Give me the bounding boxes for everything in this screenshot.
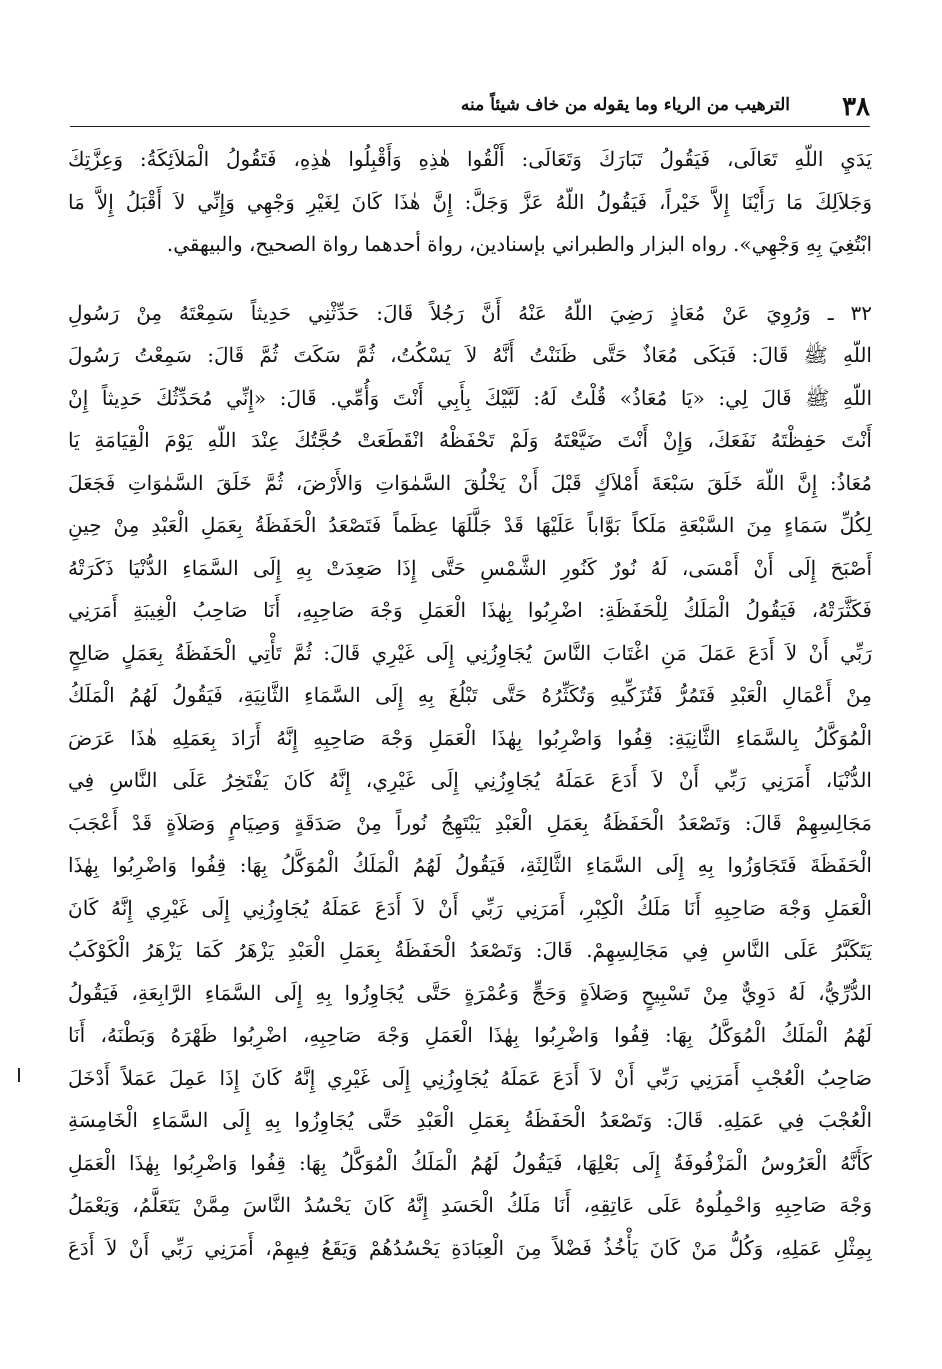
text-line: الدُّنْيَا، أَمَرَنِي رَبِّي أَنْ لاَ أَدَعَ عَمَلَهُ يُجَاوِزُنِي إِلَى غَيْرِي، إِنَّهُ كَانَ يَفْتَخِرُ عَلَى النَّاسِ فِي — [68, 768, 872, 792]
text-line: اللّهِ ﷺ قَالَ: فَبَكَى مُعَاذٌ حَتَّى ظَنَنْتُ أَنَّهُ لاَ يَسْكُتُ، ثُمَّ سَكَتَ ثُمَّ قَالَ: سَمِعْتُ رَسُولَ — [68, 343, 872, 367]
text-line: وَجَلاَلِكَ مَا رَأَيْنَا إِلاَّ خَيْراً، فَيَقُولُ اللّهُ عَزَّ وَجَلَّ: إِنَّ هٰذَا كَانَ لِغَيْرِ وَجْهِي وَإِنِّي لاَ أَقْبَلُ إِلاَّ مَا — [68, 189, 872, 214]
text-line: مِنْ أَعْمَالِ الْعَبْدِ فَتَمُرُّ فَتُزَكِّيهِ وَتُكَثِّرُهُ حَتَّى تَبْلُغَ بِهِ إِلَى السَّمَاءِ الثَّانِيَةِ، فَيَقُولُ لَهُمُ الْمَلَكُ — [68, 683, 872, 707]
text-line: رَبِّي أَنْ لاَ أَدَعَ عَمَلَ مَنِ اغْتَابَ النَّاسَ يُجَاوِزُنِي إِلَى غَيْرِي قَالَ: ثُمَّ تَأْتِي الْحَفَظَةُ بِعَمَلٍ صَالِحٍ — [68, 640, 872, 665]
paragraph-hadith-31-end — [68, 138, 872, 266]
page-number: ٣٨ — [842, 92, 870, 122]
text-line: فَكَثَّرَتْهُ، فَيَقُولُ الْمَلَكُ لِلْحَفَظَةِ: اضْرِبُوا بِهٰذَا الْعَمَلِ وَجْهَ صَاحِبِهِ، أَنَا صَاحِبُ الْغِيبَةِ أَمَرَنِي — [68, 598, 872, 622]
text-line: مُعَاذُ: إِنَّ اللّهَ خَلَقَ سَبْعَةَ أَمْلاَكٍ قَبْلَ أَنْ يَخْلُقَ السَّمٰوَاتِ وَالأَرْضَ، ثُمَّ خَلَقَ السَّمٰوَاتِ فَجَعَلَ — [68, 470, 872, 495]
page-header — [70, 92, 870, 127]
text-line: الدُّرِّيُّ، لَهُ دَوِيٌّ مِنْ تَسْبِيحٍ وَصَلاَةٍ وَحَجٍّ وَعُمْرَةٍ حَتَّى يُجَاوِزُوا بِهِ إِلَى السَّمَاءِ الرَّابِعَةِ، فَيَقُولُ — [68, 980, 872, 1005]
text-line: أَنْتَ حَفِظْتَهُ نَفَعَكَ، وَإِنْ أَنْتَ ضَيَّعْتَهُ وَلَمْ تَحْفَظْهُ انْقَطَعَتْ حُجَّتُكَ عِنْدَ اللّهِ يَوْمَ الْقِيَامَةِ يَا — [68, 428, 872, 452]
margin-tick-mark — [18, 1068, 20, 1082]
text-line: لِكُلِّ سَمَاءٍ مِنَ السَّبْعَةِ مَلَكاً بَوَّاباً عَلَيْهَا قَدْ جَلَّلَهَا عِظَماً فَتَصْعَدُ الْحَفَظَةُ بِعَمَلِ الْعَبْدِ مِنْ حِينِ — [68, 513, 872, 537]
running-title: الترهيب من الرياء وما يقوله من خاف شيئاً منه — [460, 95, 790, 115]
text-line: مَجَالِسِهِمْ قَالَ: وَتَصْعَدُ الْحَفَظَةُ بِعَمَلِ الْعَبْدِ يَبْتَهِجُ نُوراً مِنْ صَدَقَةٍ وَصِيَامٍ وَصَلاَةٍ قَدْ أَعْجَبَ — [68, 810, 872, 835]
paragraph-gap — [68, 266, 872, 292]
text-line: يَدَيِ اللّهِ تَعَالَى، فَيَقُولُ تَبَارَكَ وَتَعَالَى: أَلْقُوا هٰذِهِ وَأَقْبِلُوا هٰذِهِ، فَتَقُولُ الْمَلاَئِكَةُ: وَعِزَّتِكَ — [68, 147, 872, 171]
text-line: وَجْهَ صَاحِبِهِ وَاحْمِلُوهُ عَلَى عَاتِقِهِ، أَنَا مَلَكُ الْحَسَدِ إِنَّهُ كَانَ يَحْسُدُ النَّاسَ مِمَّنْ يَتَعَلَّمُ، وَيَعْمَلُ — [68, 1193, 872, 1217]
text-line: ٣٢ ـ وَرُوِيَ عَنْ مُعَاذٍ رَضِيَ اللّهُ عَنْهُ أَنَّ رَجُلاً قَالَ: حَدِّثْنِي حَدِيثاً سَمِعْتَهُ مِنْ رَسُولِ — [68, 300, 872, 325]
page-body — [68, 138, 872, 1269]
text-line: بِمِثْلِ عَمَلِهِ، وَكُلُّ مَنْ كَانَ يَأْخُذُ فَضْلاً مِنَ الْعِبَادَةِ يَحْسُدُهُمْ وَيَقَعُ فِيهِمْ، أَمَرَنِي رَبِّي أَنْ لاَ أَدَعَ — [68, 1235, 872, 1260]
text-line: الْحَفَظَةَ فَتَجَاوَزُوا بِهِ إِلَى السَّمَاءِ الثَّالِثَةِ، فَيَقُولُ لَهُمُ الْمَلَكُ الْمُوَكَّلُ بِهَا: قِفُوا وَاضْرِبُوا بِهٰذَا — [68, 853, 872, 877]
text-line: ابْتُغِيَ بِهِ وَجْهِي». رواه البزار والطبراني بإسنادين، رواة أحدهما رواة الصحيح، والبيهقي. — [166, 232, 872, 256]
text-line: يَتَكَبَّرُ عَلَى النَّاسِ فِي مَجَالِسِهِمْ. قَالَ: وَتَصْعَدُ الْحَفَظَةُ بِعَمَلِ الْعَبْدِ يَزْهَرُ كَمَا يَزْهَرُ الْكَوْكَبُ — [68, 938, 872, 962]
text-line: أَصْبَحَ إِلَى أَنْ أَمْسَى، لَهُ نُورٌ كَنُورِ الشَّمْسِ حَتَّى إِذَا صَعِدَتْ بِهِ إِلَى السَّمَاءِ الدُّنْيَا ذَكَرَتْهُ — [68, 555, 872, 580]
text-line: الْمُوَكَّلُ بِالسَّمَاءِ الثَّانِيَةِ: قِفُوا وَاضْرِبُوا بِهٰذَا الْعَمَلِ وَجْهَ صَاحِبِهِ إِنَّهُ أَرَادَ بِعَمَلِهِ هٰذَا عَرَضَ — [68, 725, 872, 750]
text-line: الْعَمَلِ وَجْهَ صَاحِبِهِ أَنَا مَلَكُ الْكِبْرِ، أَمَرَنِي رَبِّي أَنْ لاَ أَدَعَ عَمَلَهُ يُجَاوِزُنِي إِلَى غَيْرِي إِنَّهُ كَانَ — [68, 895, 872, 920]
text-line: لَهُمُ الْمَلَكُ الْمُوَكَّلُ بِهَا: قِفُوا وَاضْرِبُوا بِهٰذَا الْعَمَلِ وَجْهَ صَاحِبِهِ، اضْرِبُوا ظَهْرَهُ وَبَطْنَهُ، أَنَا — [68, 1023, 872, 1047]
text-line: الْعُجْبَ فِي عَمَلِهِ. قَالَ: وَتَصْعَدُ الْحَفَظَةُ بِعَمَلِ الْعَبْدِ حَتَّى يُجَاوِزُوا بِهِ إِلَى السَّمَاءِ الْخَامِسَةِ — [68, 1108, 872, 1132]
text-line: كَأَنَّهُ الْعَرُوسُ الْمَزْفُوفَةُ إِلَى بَعْلِهَا، فَيَقُولُ لَهُمُ الْمَلَكُ الْمُوَكَّلُ بِهَا: قِفُوا وَاضْرِبُوا بِهٰذَا الْعَمَلِ — [68, 1150, 872, 1175]
paragraph-hadith-32 — [68, 292, 872, 1270]
text-line: صَاحِبُ الْعُجْبِ أَمَرَنِي رَبِّي أَنْ لاَ أَدَعَ عَمَلَهُ يُجَاوِزُنِي إِلَى غَيْرِي إِنَّهُ كَانَ إِذَا عَمِلَ عَمَلاً أَدْخَلَ — [68, 1065, 872, 1090]
text-line: اللّهِ ﷺ قَالَ لِي: «يَا مُعَاذُ» قُلْتُ لَهُ: لَبَّيْكَ بِأَبِي أَنْتَ وَأُمِّي. قَالَ: «إِنِّي مُحَدِّثُكَ حَدِيثاً إِنْ — [68, 385, 872, 410]
